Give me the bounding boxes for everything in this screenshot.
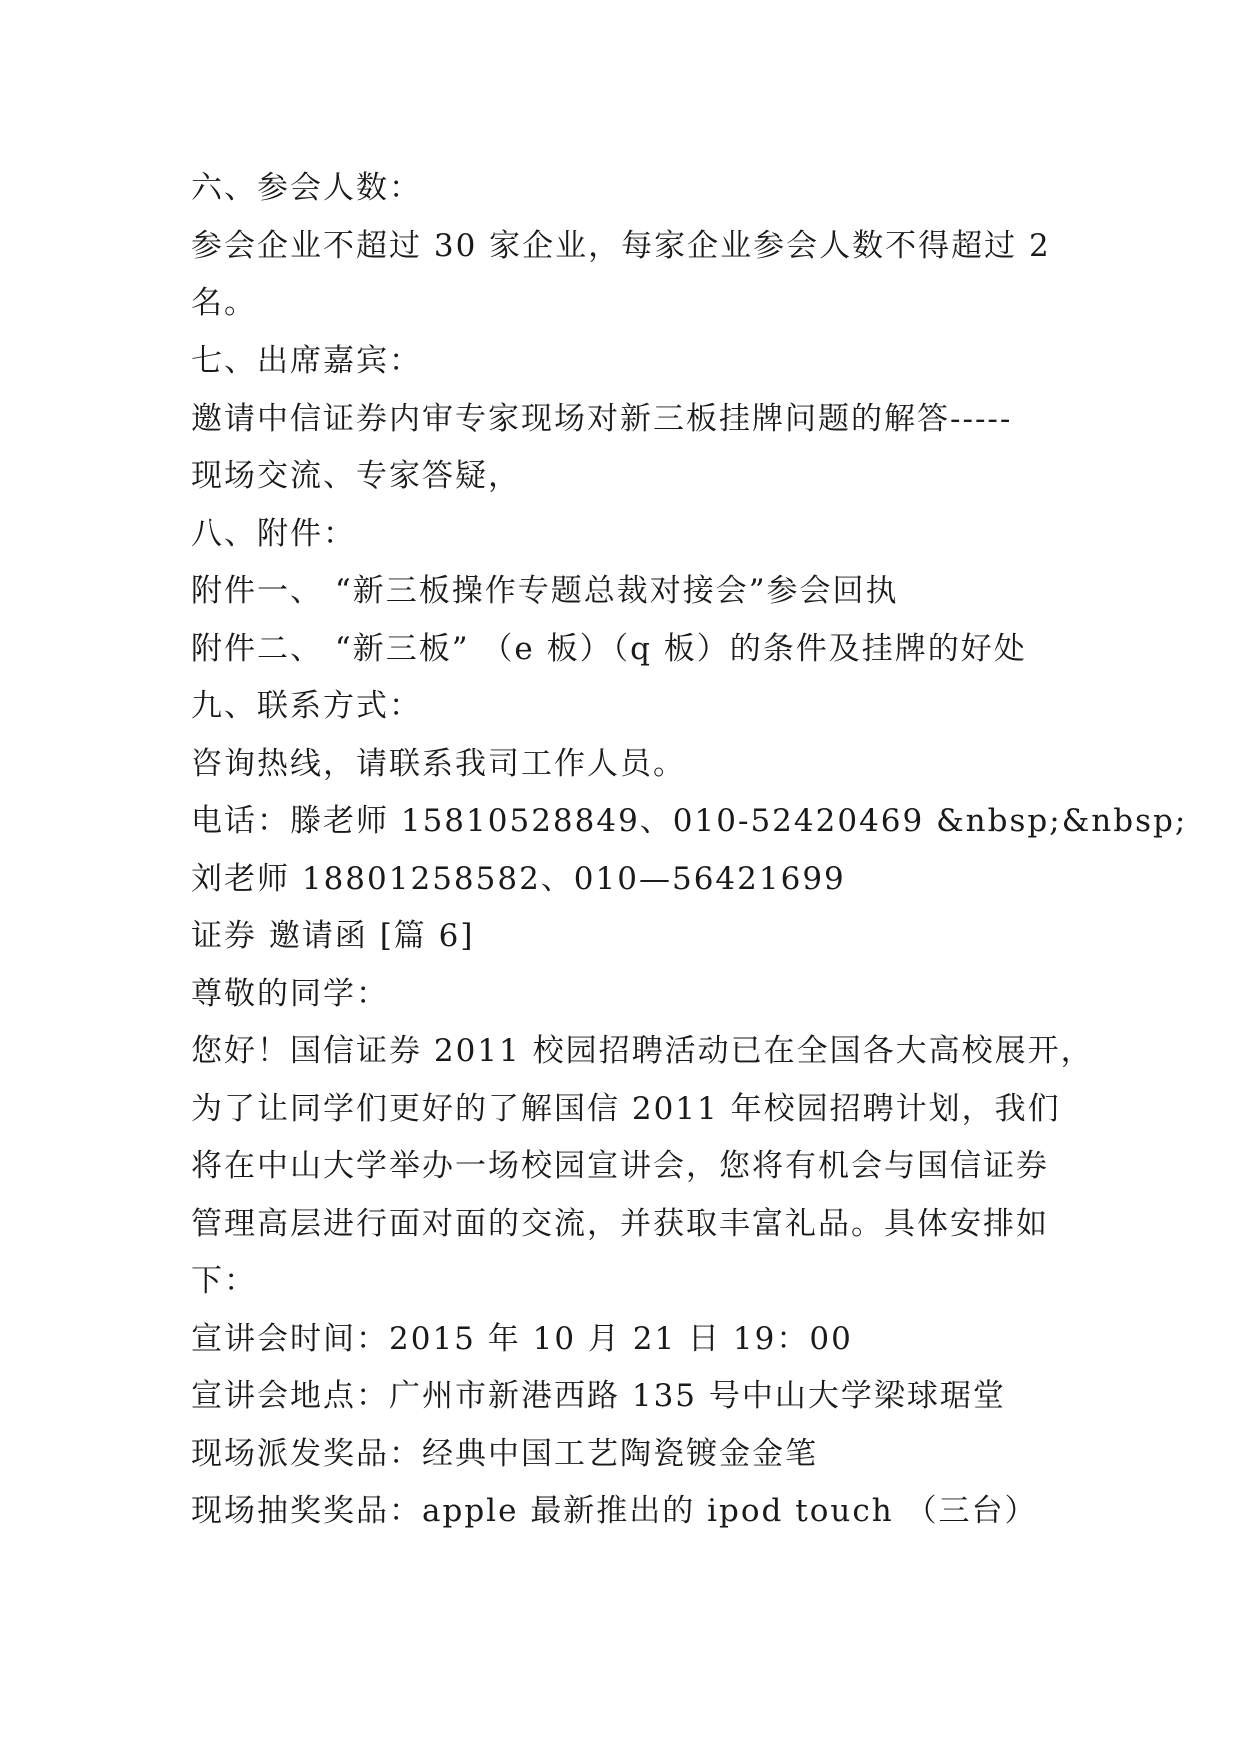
paragraph-line: 邀请中信证券内审专家现场对新三板挂牌问题的解答-----	[191, 401, 1013, 437]
contact-phone-line: 电话：滕老师 15810528849、010-52420469 &nbsp;&nbsp;	[191, 803, 1188, 839]
paragraph-line: 将在中山大学举办一场校园宣讲会，您将有机会与国信证券	[191, 1148, 1049, 1184]
attachment-item: 附件二、 “新三板” （e 板）（q 板）的条件及挂牌的好处	[191, 631, 1027, 667]
paragraph-line: 为了让同学们更好的了解国信 2011 年校园招聘计划，我们	[191, 1091, 1061, 1127]
paragraph-line: 咨询热线，请联系我司工作人员。	[191, 746, 686, 782]
attachment-item: 附件一、 “新三板操作专题总裁对接会”参会回执	[191, 573, 899, 609]
event-lottery-prize: 现场抽奖奖品：apple 最新推出的 ipod touch （三台）	[191, 1493, 1038, 1529]
event-location: 宣讲会地点：广州市新港西路 135 号中山大学梁球琚堂	[191, 1378, 1006, 1414]
section-heading-attendance: 六、参会人数：	[191, 170, 422, 206]
paragraph-line: 下：	[191, 1263, 257, 1299]
paragraph-line: 您好！国信证券 2011 校园招聘活动已在全国各大高校展开，	[191, 1033, 1094, 1069]
paragraph-line: 参会企业不超过 30 家企业，每家企业参会人数不得超过 2	[191, 228, 1051, 264]
contact-phone-line: 刘老师 18801258582、010—56421699	[191, 861, 846, 897]
event-time: 宣讲会时间：2015 年 10 月 21 日 19：00	[191, 1321, 853, 1357]
section-heading-attachments: 八、附件：	[191, 516, 356, 552]
paragraph-line: 名。	[191, 285, 257, 321]
salutation: 尊敬的同学：	[191, 976, 389, 1012]
section-heading-contact: 九、联系方式：	[191, 688, 422, 724]
article-heading: 证券 邀请函 [篇 6]	[191, 918, 475, 954]
paragraph-line: 管理高层进行面对面的交流，并获取丰富礼品。具体安排如	[191, 1206, 1049, 1242]
paragraph-line: 现场交流、专家答疑，	[191, 458, 521, 494]
section-heading-guests: 七、出席嘉宾：	[191, 343, 422, 379]
event-gift: 现场派发奖品：经典中国工艺陶瓷镀金金笔	[191, 1436, 818, 1472]
